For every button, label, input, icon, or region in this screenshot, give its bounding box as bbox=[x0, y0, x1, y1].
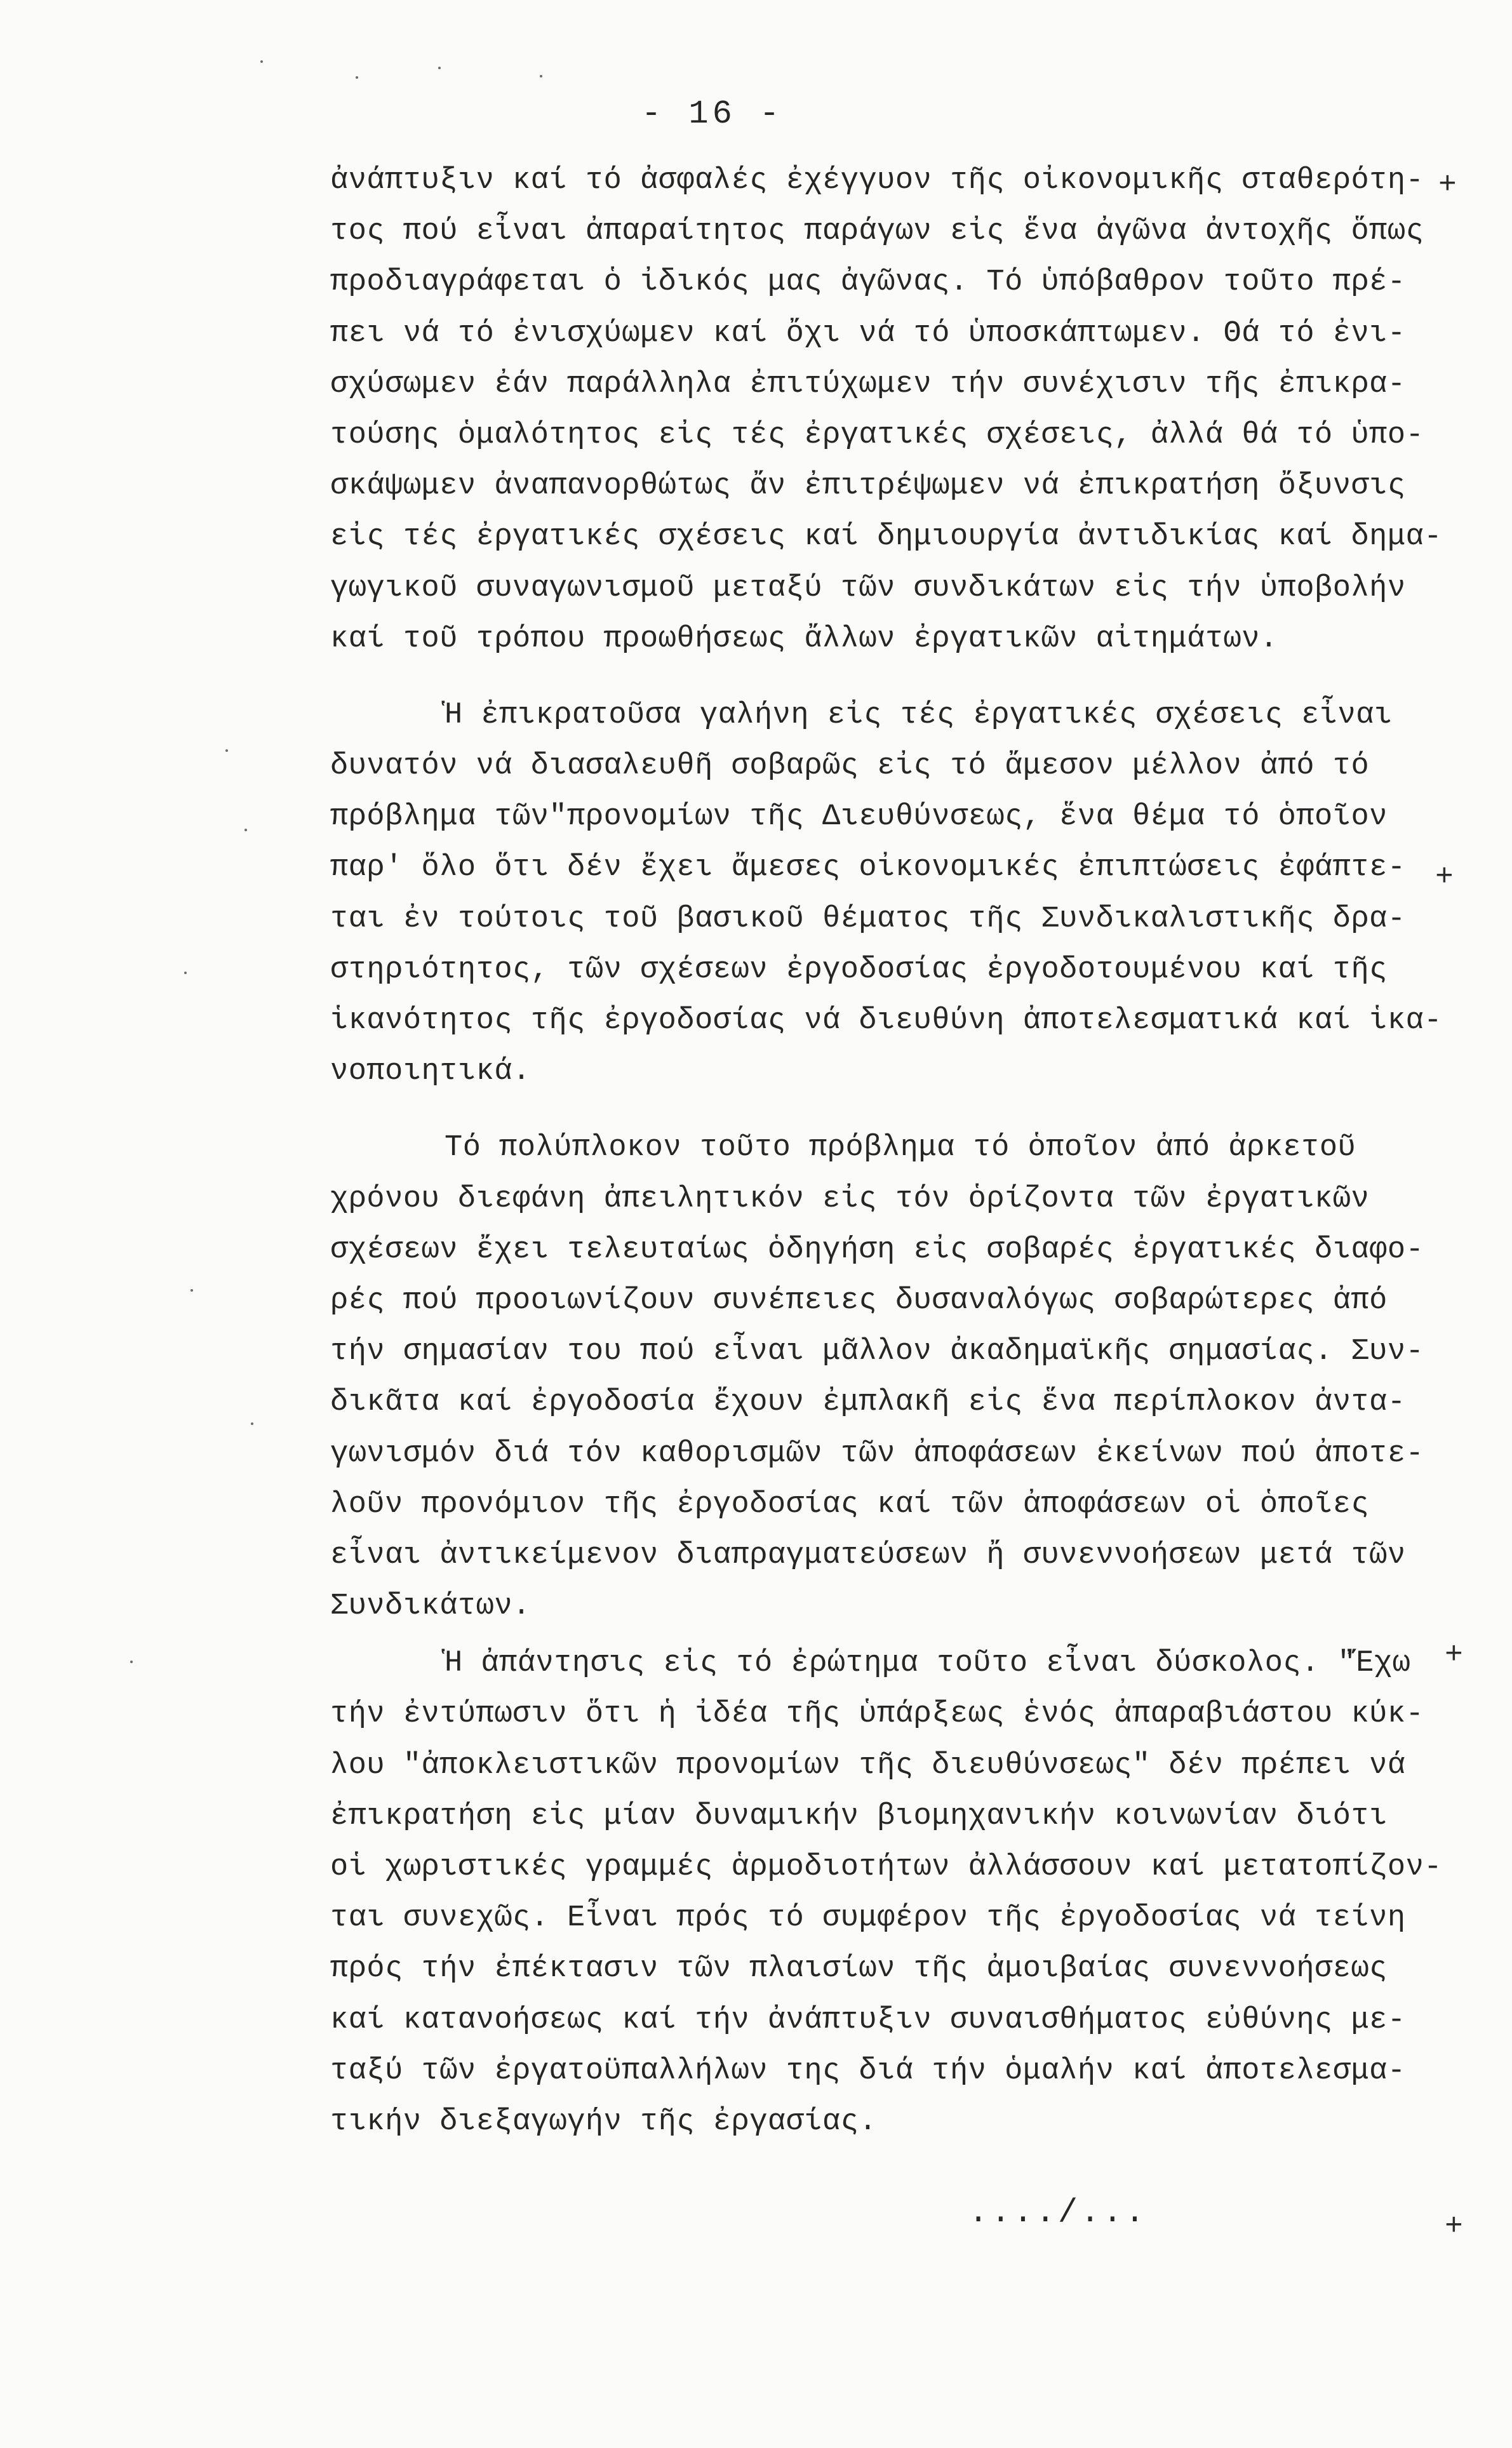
text-line: τήν ἐντύπωσιν ὅτι ἡ ἰδέα τῆς ὑπάρξεως ἑνός ἀπαραβιάστου κύκ- bbox=[330, 1697, 1424, 1732]
text-line: λοῦν προνόμιον τῆς ἐργοδοσίας καί τῶν ἀποφάσεων οἱ ὁποῖες bbox=[330, 1487, 1370, 1522]
text-line: Τό πολύπλοκον τοῦτο πρόβλημα τό ὁποῖον ἀπό ἀρκετοῦ bbox=[445, 1131, 1356, 1165]
scan-speck bbox=[225, 749, 228, 752]
scan-speck bbox=[356, 76, 358, 79]
continuation-marker: ..../... bbox=[968, 2194, 1147, 2231]
text-line: ταξύ τῶν ἐργατοϋπαλλήλων της διά τήν ὁμαλήν καί ἀποτελεσμα- bbox=[330, 2054, 1406, 2088]
text-line: εἶναι ἀντικείμενον διαπραγματεύσεων ἤ συνεννοήσεων μετά τῶν bbox=[330, 1538, 1406, 1572]
text-line: σκάψωμεν ἀναπανορθώτως ἄν ἐπιτρέψωμεν νά ἐπικρατήση ὄξυνσις bbox=[330, 469, 1406, 504]
scan-speck bbox=[130, 1661, 133, 1663]
text-line: τήν σημασίαν του πού εἶναι μᾶλλον ἀκαδημαϊκῆς σημασίας. Συν- bbox=[330, 1335, 1424, 1369]
page-number: - 16 - bbox=[641, 95, 784, 133]
margin-cross-mark: + bbox=[1438, 168, 1457, 203]
scan-speck bbox=[540, 75, 542, 77]
scan-speck bbox=[251, 1422, 253, 1425]
paragraph-3 bbox=[330, 1123, 1424, 1632]
scan-speck bbox=[438, 67, 441, 69]
text-line: ρές πού προοιωνίζουν συνέπειες δυσαναλόγως σοβαρώτερες ἀπό bbox=[330, 1283, 1388, 1318]
text-line: προδιαγράφεται ὁ ἰδικός μας ἀγῶνας. Τό ὑπόβαθρον τοῦτο πρέ- bbox=[330, 265, 1406, 300]
text-line: εἰς τές ἐργατικές σχέσεις καί δημιουργία ἀντιδικίας καί δημα- bbox=[330, 520, 1442, 554]
paragraph-gap bbox=[330, 665, 1397, 690]
scan-speck bbox=[184, 972, 187, 974]
text-line: καί τοῦ τρόπου προωθήσεως ἄλλων ἐργατικῶν αἰτημάτων. bbox=[330, 622, 1278, 656]
margin-cross-mark: + bbox=[1435, 860, 1454, 895]
text-line: ἀνάπτυξιν καί τό ἀσφαλές ἐχέγγυον τῆς οἰκονομικῆς σταθερότη- bbox=[330, 164, 1424, 197]
text-line: ται συνεχῶς. Εἶναι πρός τό συμφέρον τῆς ἐργοδοσίας νά τείνη bbox=[330, 1901, 1406, 1936]
text-line: Ἡ ἀπάντησις εἰς τό ἐρώτημα τοῦτο εἶναι δύσκολος. "Ἔχω bbox=[445, 1647, 1411, 1681]
text-line: σχύσωμεν ἐάν παράλληλα ἐπιτύχωμεν τήν συνέχισιν τῆς ἐπικρα- bbox=[330, 367, 1406, 401]
paragraph-1 bbox=[330, 156, 1442, 665]
text-line: σχέσεων ἔχει τελευταίως ὁδηγήση εἰς σοβαρές ἐργατικές διαφο- bbox=[330, 1233, 1424, 1267]
text-line: λου "ἀποκλειστικῶν προνομίων τῆς διευθύνσεως" δέν πρέπει νά bbox=[330, 1748, 1406, 1782]
text-line: πρόβλημα τῶν"προνομίων τῆς Διευθύνσεως, ἕνα θέμα τό ὁποῖον bbox=[330, 800, 1388, 834]
text-line: χρόνου διεφάνη ἀπειλητικόν εἰς τόν ὁρίζοντα τῶν ἐργατικῶν bbox=[330, 1182, 1370, 1216]
text-line: καί κατανοήσεως καί τήν ἀνάπτυξιν συναισθήματος εὐθύνης με- bbox=[330, 2003, 1406, 2037]
paragraph-gap bbox=[330, 1632, 1397, 1638]
text-line: δικᾶτα καί ἐργοδοσία ἔχουν ἐμπλακῆ εἰς ἕνα περίπλοκον ἀντα- bbox=[330, 1386, 1406, 1420]
text-line: Συνδικάτων. bbox=[330, 1589, 531, 1624]
text-line: ἐπικρατήση εἰς μίαν δυναμικήν βιομηχανικήν κοινωνίαν διότι bbox=[330, 1799, 1388, 1833]
body-text bbox=[330, 156, 1442, 2148]
text-line: παρ' ὅλο ὅτι δέν ἔχει ἄμεσες οἰκονομικές ἐπιπτώσεις ἐφάπτε- bbox=[330, 851, 1406, 885]
text-line: γωνισμόν διά τόν καθορισμῶν τῶν ἀποφάσεων ἐκείνων πού ἀποτε- bbox=[330, 1436, 1424, 1471]
margin-cross-mark: + bbox=[1445, 1638, 1463, 1673]
text-line: Ἡ ἐπικρατοῦσα γαλήνη εἰς τές ἐργατικές σχέσεις εἶναι bbox=[445, 698, 1393, 732]
paragraph-4 bbox=[330, 1638, 1442, 2148]
text-line: τος πού εἶναι ἀπαραίτητος παράγων εἰς ἕνα ἀγῶνα ἀντοχῆς ὅπως bbox=[330, 215, 1424, 249]
text-line: οἱ χωριστικές γραμμές ἁρμοδιοτήτων ἀλλάσσουν καί μετατοπίζον- bbox=[330, 1850, 1442, 1884]
paragraph-gap bbox=[330, 1097, 1397, 1123]
margin-cross-mark: + bbox=[1445, 2210, 1463, 2244]
text-line: γωγικοῦ συναγωνισμοῦ μεταξύ τῶν συνδικάτων εἰς τήν ὑποβολήν bbox=[330, 571, 1406, 605]
scan-speck bbox=[244, 829, 247, 831]
text-line: πρός τήν ἐπέκτασιν τῶν πλαισίων τῆς ἀμοιβαίας συνεννοήσεως bbox=[330, 1952, 1388, 1986]
text-line: νοποιητικά. bbox=[330, 1055, 531, 1089]
text-line: τούσης ὁμαλότητος εἰς τές ἐργατικές σχέσεις, ἀλλά θά τό ὑπο- bbox=[330, 418, 1424, 452]
scan-speck bbox=[260, 60, 263, 63]
scan-speck bbox=[191, 1289, 193, 1292]
text-line: πει νά τό ἐνισχύωμεν καί ὄχι νά τό ὑποσκάπτωμεν. Θά τό ἐνι- bbox=[330, 316, 1406, 351]
text-line: τικήν διεξαγωγήν τῆς ἐργασίας. bbox=[330, 2104, 878, 2139]
paragraph-2 bbox=[330, 690, 1442, 1098]
text-line: δυνατόν νά διασαλευθῆ σοβαρῶς εἰς τό ἄμεσον μέλλον ἀπό τό bbox=[330, 749, 1370, 784]
text-line: στηριότητος, τῶν σχέσεων ἐργοδοσίας ἐργοδοτουμένου καί τῆς bbox=[330, 953, 1388, 987]
text-line: ἱκανότητος τῆς ἐργοδοσίας νά διευθύνη ἀποτελεσματικά καί ἱκα- bbox=[330, 1004, 1442, 1038]
text-line: ται ἐν τούτοις τοῦ βασικοῦ θέματος τῆς Συνδικαλιστικῆς δρα- bbox=[330, 902, 1406, 936]
